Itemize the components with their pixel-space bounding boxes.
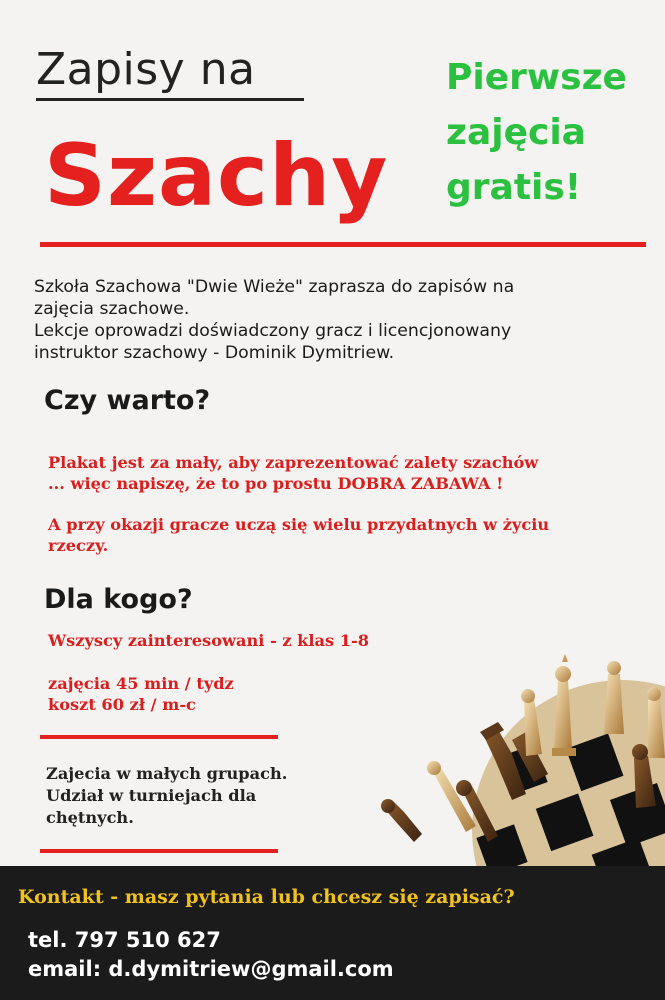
why-paragraph-2 [48, 514, 549, 556]
intro-line: Lekcje oprowadzi doświadczony gracz i licencjonowany [34, 321, 512, 341]
chess-pieces-on-globe-icon [372, 640, 665, 872]
promo-line: zajęcia [446, 112, 586, 153]
notes-text [46, 763, 287, 829]
notes-line: Udział w turniejach dla [46, 786, 257, 805]
schedule-text [48, 673, 234, 715]
why-line: ... więc napiszę, że to po prostu DOBRA ZABAWA ! [48, 474, 504, 493]
why-line: rzeczy. [48, 536, 109, 555]
contact-question: Kontakt - masz pytania lub chcesz się zapisać? [18, 886, 515, 908]
intro-line: Szkoła Szachowa "Dwie Wieże" zaprasza do zapisów na [34, 277, 515, 297]
notes-line: Zajecia w małych grupach. [46, 764, 288, 783]
section-divider [40, 849, 278, 853]
intro-line: instruktor szachowy - Dominik Dymitriew. [34, 343, 395, 363]
intro-line: zajęcia szachowe. [34, 299, 190, 319]
promo-line: Pierwsze [446, 57, 627, 98]
audience-text: Wszyscy zainteresowani - z klas 1-8 [48, 631, 370, 650]
free-first-class-promo [446, 50, 627, 215]
why-line: A przy okazji gracze uczą się wielu przydatnych w życiu [48, 515, 550, 534]
header-divider [40, 242, 646, 247]
section-divider [40, 735, 278, 739]
promo-line: gratis! [446, 167, 582, 208]
subtitle-underline [36, 98, 304, 101]
schedule-line: zajęcia 45 min / tydz [48, 674, 234, 693]
intro-text [34, 276, 644, 364]
who-heading: Dla kogo? [44, 584, 193, 615]
email-address[interactable]: email: d.dymitriew@gmail.com [28, 957, 394, 981]
schedule-line: koszt 60 zł / m-c [48, 695, 196, 714]
poster-title: Szachy [44, 126, 389, 226]
why-paragraph-1 [48, 452, 538, 494]
phone-number[interactable]: tel. 797 510 627 [28, 928, 221, 952]
why-heading: Czy warto? [44, 385, 211, 416]
why-line: Plakat jest za mały, aby zaprezentować zalety szachów [48, 453, 539, 472]
poster-subtitle: Zapisy na [36, 44, 256, 95]
notes-line: chętnych. [46, 808, 134, 827]
